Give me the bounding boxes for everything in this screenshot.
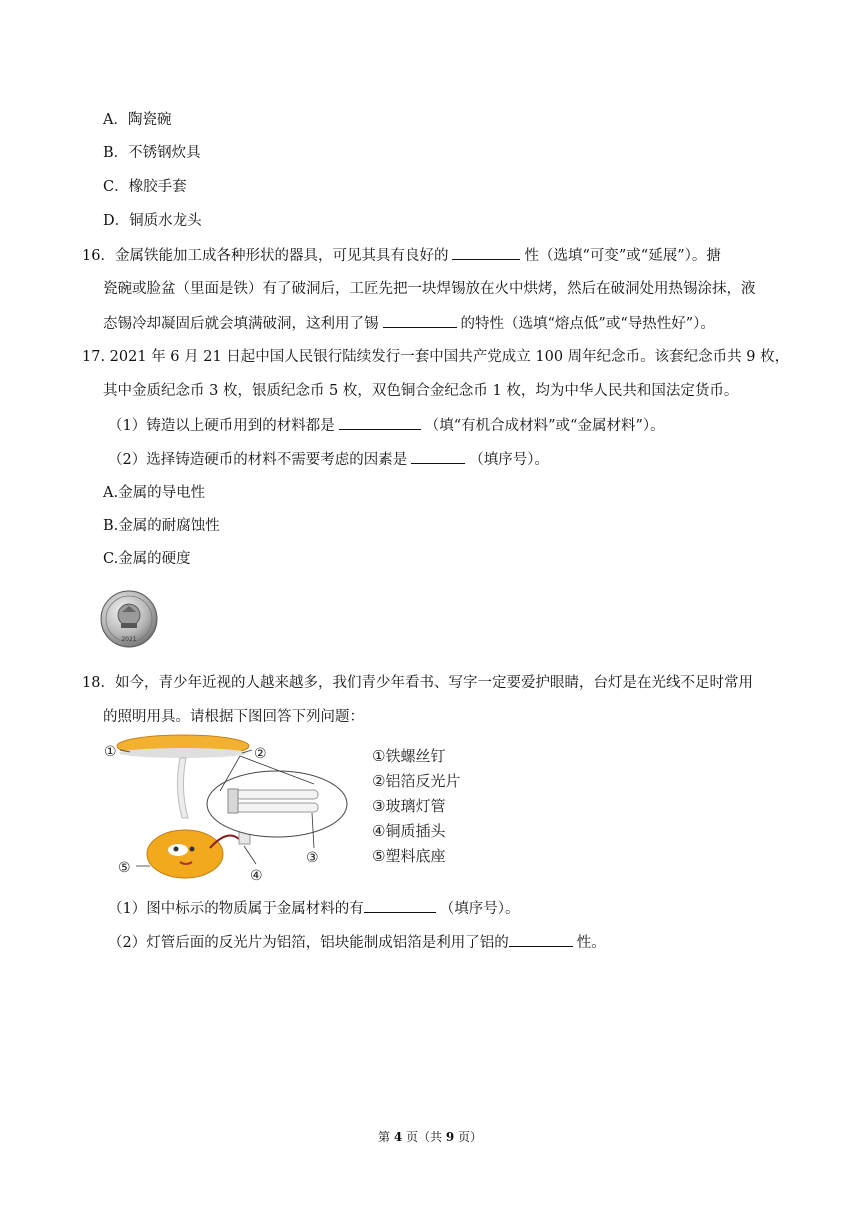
callout-5: ⑤: [118, 860, 131, 876]
q15-option-c: C．橡胶手套: [103, 179, 187, 195]
q17-sub-1: [108, 415, 665, 436]
q18-sub-2-hint: 性。: [576, 935, 606, 951]
q17-sub-1-text: （1）铸造以上硬币用到的材料都是: [108, 418, 335, 434]
q17-sub-1-hint: （填“有机合成材料”或“金属材料”）。: [424, 418, 665, 434]
q15-option-d: D．铜质水龙头: [103, 213, 202, 229]
q18-sub-2-text: （2）灯管后面的反光片为铝箔，铝块能制成铝箔是利用了铝的: [108, 935, 509, 951]
callout-2: ②: [254, 746, 267, 762]
answer-blank: [339, 415, 421, 430]
q17-line-2: 其中金质纪念币 3 枚，银质纪念币 5 枚，双色铜合金纪念币 1 枚，均为中华人民共和国法定货币。: [103, 383, 739, 399]
q18-line-2: 的照明用具。请根据下图回答下列问题：: [103, 709, 364, 725]
q17-sub-2: [108, 449, 549, 470]
footer-prefix: 第: [377, 1130, 394, 1144]
answer-blank: [452, 245, 520, 260]
lamp-legend: [372, 744, 460, 869]
legend-item-4: ④铜质插头: [372, 822, 446, 840]
q18-sub-1-hint: （填序号）。: [439, 901, 520, 917]
legend-item-2: ②铝箔反光片: [372, 772, 461, 790]
q16-text-3b: 的特性（选填“熔点低”或“导热性好”）。: [460, 316, 715, 332]
legend-item-3: ③玻璃灯管: [372, 797, 446, 815]
q18-sub-1: [108, 898, 519, 919]
q16-line-2: 瓷碗或脸盆（里面是铁）有了破洞后，工匠先把一块焊锡放在火中烘烤，然后在破洞处用热锡涂抹，液: [103, 281, 756, 297]
page-number: 4: [393, 1130, 403, 1144]
q18-sub-1-text: （1）图中标示的物质属于金属材料的有: [108, 901, 364, 917]
commemorative-coin-image: [100, 590, 158, 648]
q18-sub-2: [108, 932, 606, 953]
legend-item-5: ⑤塑料底座: [372, 847, 446, 865]
q17-option-c: C.金属的硬度: [103, 551, 191, 567]
q16-line-1: [82, 245, 721, 266]
q15-option-a: A．陶瓷碗: [103, 112, 172, 128]
legend-item-1: ①铁螺丝钉: [372, 747, 446, 765]
q18-line-1: 18．如今，青少年近视的人越来越多，我们青少年看书、写字一定要爱护眼睛，台灯是在光线不足时常用: [82, 675, 753, 691]
q17-sub-2-hint: （填序号）。: [469, 452, 549, 468]
answer-blank: [364, 898, 436, 913]
page-footer: [0, 1128, 860, 1145]
q16-line-3: [103, 313, 715, 334]
q16-text-3a: 态锡冷却凝固后就会填满破洞，这利用了锡: [103, 316, 379, 332]
q16-text-1a: 金属铁能加工成各种形状的器具，可见其具有良好的: [114, 248, 449, 264]
q16-number: 16．: [82, 248, 115, 264]
q17-sub-2-text: （2）选择铸造硬币的材料不需要考虑的因素是: [108, 452, 408, 468]
answer-blank: [509, 932, 573, 947]
q16-text-1b: 性（选填“可变”或“延展”）。搪: [524, 248, 721, 264]
q17-line-1: 17. 2021 年 6 月 21 日起中国人民银行陆续发行一套中国共产党成立 100 周年纪念币。该套纪念币共 9 枚，: [82, 349, 790, 365]
q15-option-b: B．不锈钢炊具: [103, 145, 201, 161]
answer-blank: [383, 313, 457, 328]
coin-year: 2021: [121, 636, 137, 643]
q17-option-a: A.金属的导电性: [103, 485, 206, 501]
footer-middle: 页（共: [402, 1130, 446, 1144]
footer-suffix: 页）: [454, 1130, 482, 1144]
answer-blank: [411, 449, 465, 464]
callout-4: ④: [250, 868, 263, 884]
callout-1: ①: [104, 744, 117, 760]
total-pages: 9: [445, 1130, 455, 1144]
q17-option-b: B.金属的耐腐蚀性: [103, 518, 220, 534]
callout-3: ③: [306, 850, 319, 866]
